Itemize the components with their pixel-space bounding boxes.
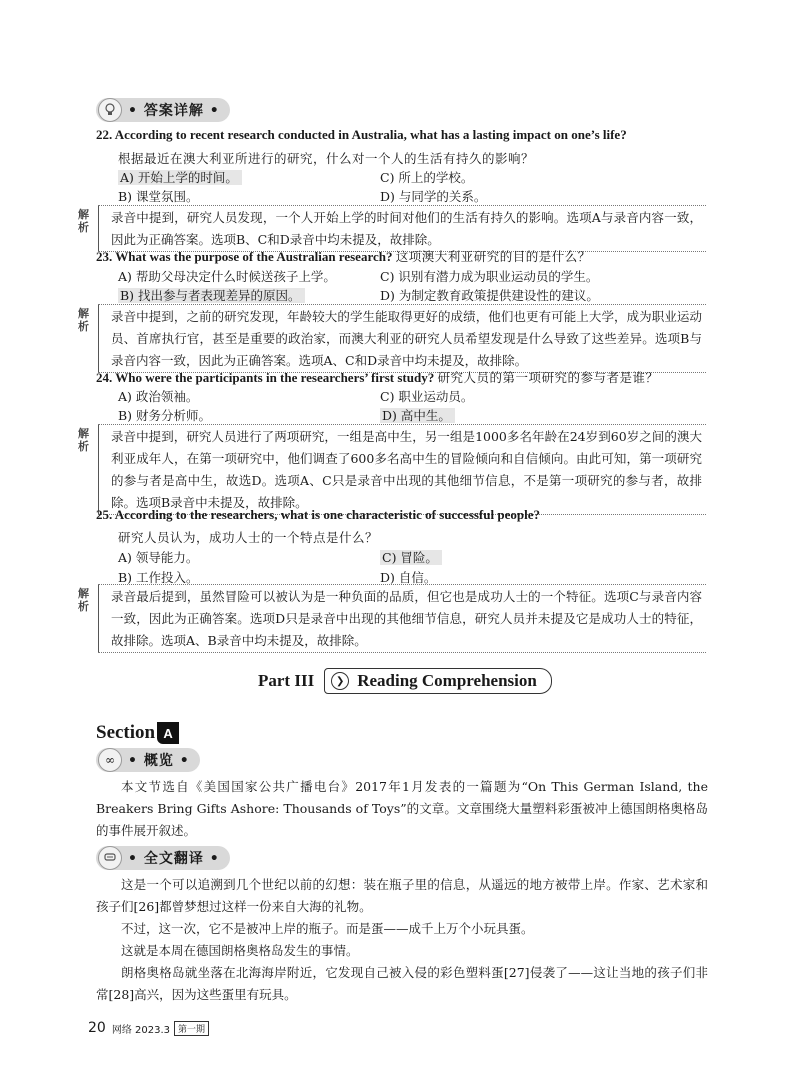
translation-paragraph: 这就是本周在德国朗格奥格岛发生的事情。 (121, 943, 359, 958)
question-25: 25. According to the researchers, what is one characteristic of successful people? (96, 507, 540, 522)
q23-explanation (78, 304, 706, 373)
overview-text: 本文节选自《美国国家公共广播电台》2017年1月发表的一篇题为“On This German Island, the Breakers Bring Gifts Ashore: Thousands of Toys”的文章。文章围绕大量塑料彩蛋被冲上德国朗格奥格岛的事件展开叙述。 (96, 779, 708, 838)
overview-header-label: • 概览 • (128, 753, 190, 769)
q25-explanation-text: 录音最后提到，虽然冒险可以被认为是一种负面的品质，但它也是成功人士的一个特征。选项C与录音内容一致，因此为正确答案。选项D只是录音中出现的其他细节信息，研究人员并未提及它是成功人士的特征，故排除。选项A、B录音中均未提及，故排除。 (98, 585, 706, 652)
chevron-right-icon: ❯ (331, 672, 349, 690)
explanation-tag: 解析 (78, 208, 89, 234)
question-22: 22. According to recent research conducted in Australia, what has a lasting impact on one’s life? (96, 127, 627, 142)
q23-option-c: C) 识别有潜力成为职业运动员的学生。 (380, 269, 599, 284)
overview-header (96, 748, 200, 772)
q24-explanation (78, 424, 706, 515)
translation-paragraph: 这是一个可以追溯到几个世纪以前的幻想：装在瓶子里的信息，从遥远的地方被带上岸。作家、艺术家和孩子们[26]都曾梦想过这样一份来自大海的礼物。 (96, 877, 708, 914)
page-footer (88, 1020, 209, 1036)
translation-paragraph: 不过，这一次，它不是被冲上岸的瓶子。而是蛋——成千上万个小玩具蛋。 (121, 921, 534, 936)
q23-option-a: A) 帮助父母决定什么时候送孩子上学。 (118, 269, 336, 284)
issue-badge: 第一期 (174, 1021, 209, 1036)
lightbulb-icon (98, 98, 122, 122)
part-title: Reading Comprehension (357, 671, 537, 690)
question-22-zh: 根据最近在澳大利亚所进行的研究，什么对一个人的生活有持久的影响？ (118, 151, 535, 166)
q25-explanation (78, 584, 706, 653)
explanation-tag: 解析 (78, 587, 89, 613)
q22-option-d: D) 与同学的关系。 (380, 189, 487, 204)
q24-option-c: C) 职业运动员。 (380, 389, 474, 404)
question-23-zh: 这项澳大利亚研究的目的是什么？ (395, 250, 591, 264)
answers-header-label: • 答案详解 • (128, 103, 220, 119)
q23-option-b: B) 找出参与者表现差异的原因。 (118, 286, 305, 304)
q22-option-a: A) 开始上学的时间。 (118, 168, 242, 186)
q22-option-b: B) 课堂氛围。 (118, 189, 199, 204)
q24-option-b: B) 财务分析师。 (118, 408, 212, 423)
q25-option-a: A) 领导能力。 (118, 550, 199, 565)
q22-explanation-text: 录音中提到，研究人员发现，一个人开始上学的时间对他们的生活有持久的影响。选项A与录音内容一致，因此为正确答案。选项B、C和D录音中均未提及，故排除。 (98, 206, 706, 251)
magazine-issue: 网络 2023.3 (111, 1024, 170, 1036)
explanation-tag: 解析 (78, 307, 89, 333)
q22-explanation (78, 205, 706, 252)
section-heading (96, 722, 179, 744)
translation-paragraph: 朗格奥格岛就坐落在北海海岸附近，它发现自己被入侵的彩色塑料蛋[27]侵袭了——这让当地的孩子们非常[28]高兴，因为这些蛋里有玩具。 (96, 965, 708, 1002)
q25-option-b: B) 工作投入。 (118, 570, 199, 585)
q25-option-c: C) 冒险。 (380, 548, 442, 566)
chat-bubble-icon (98, 846, 122, 870)
part-label: Part III (258, 671, 315, 690)
q24-explanation-text: 录音中提到，研究人员进行了两项研究，一组是高中生，另一组是1000多名年龄在24岁到60岁之间的澳大利亚成年人，在第一项研究中，他们调查了600多名高中生的冒险倾向和自信倾向。由此可知，第一项研究的参与者是高中生，故选D。选项A、C只是录音中出现的其他细节信息，不是第一项研究的参与者，故排除。选项B录音中未提及，故排除。 (98, 425, 706, 514)
q22-option-c: C) 所上的学校。 (380, 170, 474, 185)
question-23: 23. What was the purpose of the Australian research? 这项澳大利亚研究的目的是什么？ (96, 249, 591, 264)
q24-option-a: A) 政治领袖。 (118, 389, 199, 404)
answers-header (96, 98, 230, 122)
part-heading (258, 668, 552, 694)
part-title-box (324, 668, 552, 694)
explanation-tag: 解析 (78, 427, 89, 453)
question-24-zh: 研究人员的第一项研究的参与者是谁？ (437, 371, 659, 385)
page-number: 20 (88, 1020, 106, 1036)
q25-option-d: D) 自信。 (380, 570, 437, 585)
translation-header-label: • 全文翻译 • (128, 851, 220, 867)
section-label: Section (96, 722, 156, 743)
infinity-icon: ∞ (98, 748, 122, 772)
q23-explanation-text: 录音中提到，之前的研究发现，年龄较大的学生能取得更好的成绩，他们也更有可能上大学，成为职业运动员、首席执行官，甚至是重要的政治家，而澳大利亚的研究人员希望发现是什么导致了这些差异。选项B与录音内容一致，因此为正确答案。选项A、C和D录音中均未提及，故排除。 (98, 305, 706, 372)
question-24: 24. Who were the participants in the researchers’ first study? 研究人员的第一项研究的参与者是谁？ (96, 370, 659, 385)
section-letter: A (157, 722, 179, 744)
question-25-zh: 研究人员认为，成功人士的一个特点是什么？ (118, 530, 379, 545)
q23-option-d: D) 为制定教育政策提供建设性的建议。 (380, 288, 599, 303)
q24-option-d: D) 高中生。 (380, 406, 455, 424)
translation-header (96, 846, 230, 870)
